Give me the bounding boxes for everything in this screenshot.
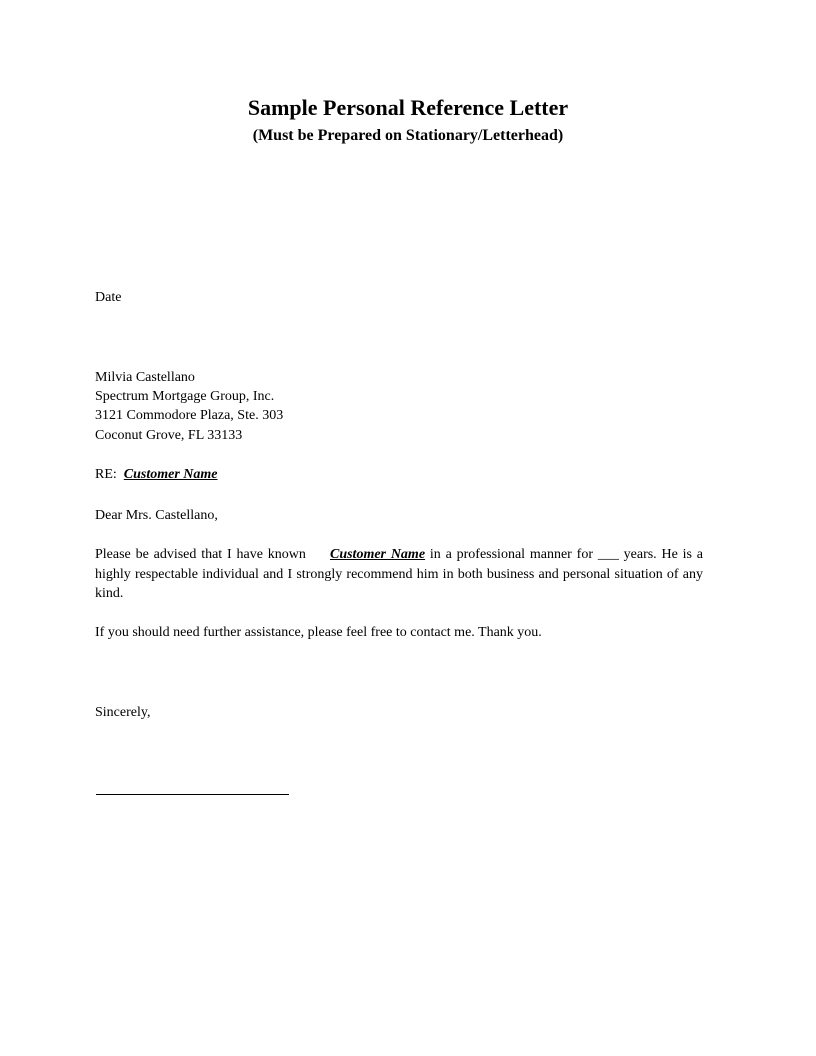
- signature-line: [96, 794, 289, 795]
- body-paragraph-1: [95, 545, 703, 604]
- salutation: Dear Mrs. Castellano,: [95, 508, 218, 523]
- re-label: RE:: [95, 467, 117, 482]
- recipient-name: Milvia Castellano: [95, 370, 195, 385]
- body-paragraph-2: If you should need further assistance, please feel free to contact me. Thank you.: [95, 625, 542, 640]
- letter-subtitle: (Must be Prepared on Stationary/Letterhead): [252, 127, 564, 144]
- recipient-street: 3121 Commodore Plaza, Ste. 303: [95, 408, 284, 423]
- re-customer-name: Customer Name: [123, 467, 218, 482]
- paragraph-1-customer-name: Customer Name: [329, 547, 426, 562]
- recipient-city: Coconut Grove, FL 33133: [95, 428, 243, 443]
- re-line: [95, 465, 218, 485]
- closing: Sincerely,: [95, 705, 151, 720]
- paragraph-1-intro: Please be advised that I have known: [95, 547, 306, 562]
- letter-title: Sample Personal Reference Letter: [247, 95, 569, 120]
- paragraph-1-rest: in a professional manner for ___ years. He is a highly respectable individual and I strongly recommend him in both business and personal situation of any kind.: [95, 547, 704, 601]
- date-label: Date: [95, 290, 122, 305]
- recipient-company: Spectrum Mortgage Group, Inc.: [95, 389, 275, 404]
